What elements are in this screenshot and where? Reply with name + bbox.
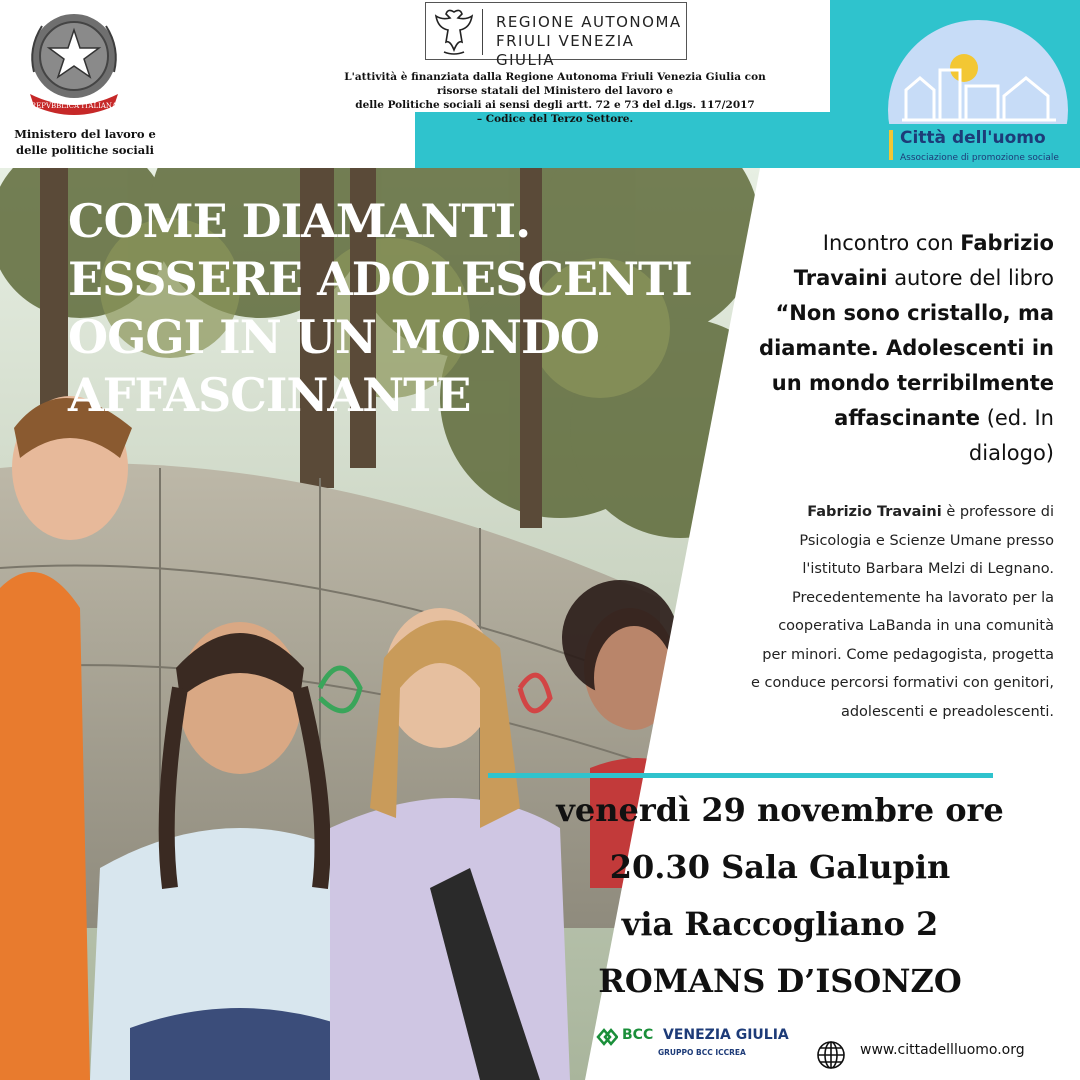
intro-author-part1: Fabrizio <box>960 231 1054 255</box>
bio-line5: cooperativa LaBanda in una comunità <box>778 618 1054 634</box>
event-line2: 20.30 Sala Galupin <box>609 848 951 886</box>
bio-line6: per minori. Come pedagogista, progetta <box>762 646 1054 663</box>
title-line3: OGGI IN UN MONDO <box>68 310 599 364</box>
citta-delluomo-logo <box>888 20 1070 170</box>
intro-edition-part1: (ed. In <box>980 406 1054 430</box>
main-title <box>68 192 718 424</box>
region-name-line1: REGIONE AUTONOMA <box>496 13 682 31</box>
intro-line1 <box>694 226 1054 261</box>
bcc-group: GRUPPO BCC ICCREA <box>658 1048 746 1057</box>
title-line4: AFFASCINANTE <box>68 368 471 422</box>
author-bio <box>674 498 1054 726</box>
event-details <box>530 782 1030 1010</box>
intro-author-part2: Travaini <box>793 266 888 290</box>
logo-subtitle: Associazione di promozione sociale <box>900 153 1059 163</box>
eagle-icon <box>432 6 476 58</box>
italian-republic-emblem <box>22 8 126 120</box>
ministry-label-line2: delle politiche sociali <box>16 143 154 157</box>
bio-line2: Psicologia e Scienze Umane presso <box>799 532 1054 549</box>
bio-author: Fabrizio Travaini <box>807 504 942 520</box>
intro-book-line2: diamante. Adolescenti in <box>759 336 1054 360</box>
bio-line4: Precedentemente ha lavorato per la <box>792 589 1054 606</box>
intro-book-end: affascinante <box>834 406 981 430</box>
bcc-region: VENEZIA GIULIA <box>662 1027 789 1043</box>
bcc-icon <box>596 1028 618 1046</box>
intro-book-line1: “Non sono cristallo, ma <box>775 301 1054 325</box>
accent-divider <box>488 773 993 778</box>
funding-line1: L'attività è finanziata dalla Regione Autonoma Friuli Venezia Giulia con <box>344 71 766 83</box>
bcc-name <box>622 1027 789 1043</box>
houses-icon <box>900 60 1060 122</box>
funding-line4: – Codice del Terzo Settore. <box>476 113 634 125</box>
intro-middle: autore del libro <box>887 266 1054 290</box>
region-fvg-logo <box>425 2 687 69</box>
logo-text-band <box>888 124 1070 170</box>
bio-line8: adolescenti e preadolescenti. <box>840 703 1054 720</box>
logo-accent-bar <box>889 130 893 160</box>
intro-book-line3: un mondo terribilmente <box>771 371 1054 395</box>
region-name <box>496 13 686 70</box>
event-line1: venerdì 29 novembre ore <box>556 791 1004 829</box>
bio-line3: l'istituto Barbara Melzi di Legnano. <box>802 561 1054 577</box>
intro-edition-part2: dialogo) <box>968 441 1054 465</box>
funding-line2: risorse statali del Ministero del lavoro e <box>436 85 674 97</box>
ministry-label-line1: Ministero del lavoro e <box>14 127 156 141</box>
event-line3: via Raccogliano 2 <box>621 905 939 943</box>
funding-line3: delle Politiche sociali ai sensi degli artt. 72 e 73 del d.lgs. 117/2017 <box>355 99 755 111</box>
logo-title: Città dell'uomo <box>900 128 1046 148</box>
intro-prefix: Incontro con <box>822 231 961 255</box>
bcc-venezia-giulia-logo <box>596 1024 796 1064</box>
intro-line2 <box>694 261 1054 296</box>
emblem-ribbon-text: REPVBBLICA ITALIANA <box>30 102 118 110</box>
title-line2: ESSSERE ADOLESCENTI <box>68 252 692 306</box>
region-divider <box>482 9 483 55</box>
event-intro <box>694 226 1054 471</box>
funding-notice <box>330 70 780 126</box>
event-line4: ROMANS D’ISONZO <box>598 962 962 1000</box>
ministry-label <box>10 126 160 158</box>
intro-book-line4 <box>694 401 1054 436</box>
region-name-line2: FRIULI VENEZIA GIULIA <box>496 32 635 69</box>
bio-line1: Fabrizio Travaini è professore di <box>807 504 1054 520</box>
globe-icon <box>816 1040 846 1070</box>
bcc-label: BCC <box>622 1027 654 1043</box>
website-link[interactable]: www.cittadellluomo.org <box>860 1042 1025 1058</box>
bio-line7: e conduce percorsi formativi con genitori, <box>751 675 1054 691</box>
title-line1: COME DIAMANTI. <box>68 194 531 248</box>
